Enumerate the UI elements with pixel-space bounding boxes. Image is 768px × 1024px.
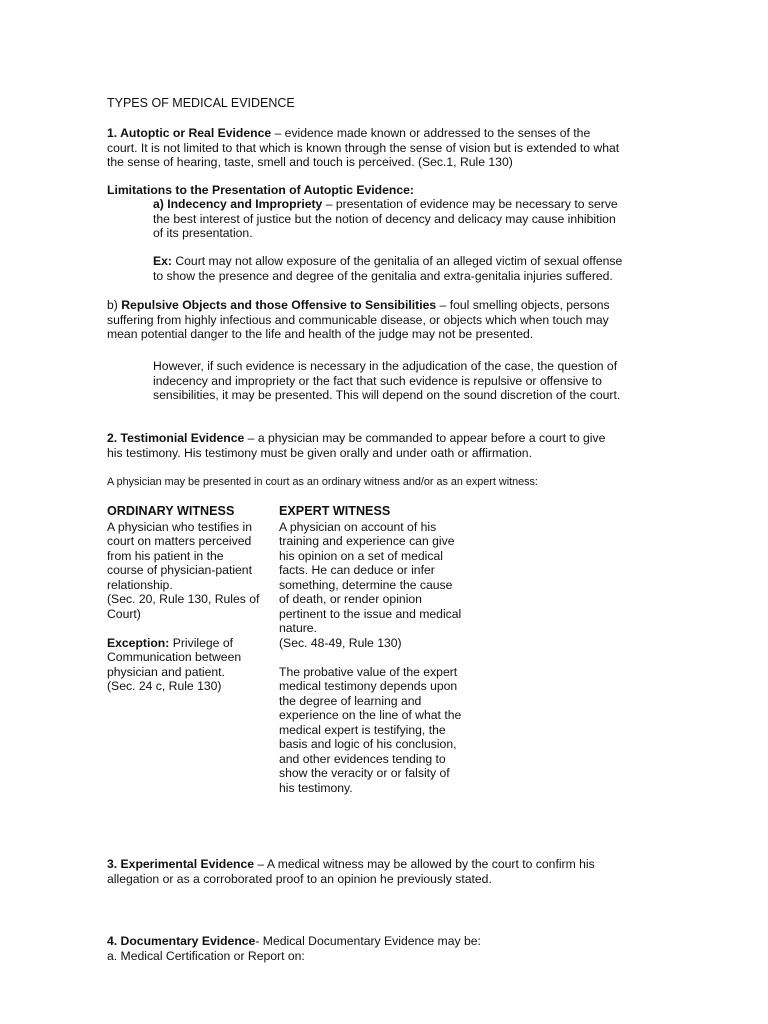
body-text: show the veracity or or falsity of (279, 766, 450, 780)
section-heading: 1. Autoptic or Real Evidence (107, 126, 272, 140)
section-experimental-evidence (107, 857, 637, 886)
body-text: Privilege of (169, 635, 233, 650)
body-text: (Sec. 20, Rule 130, Rules of (107, 592, 260, 606)
body-text: the sense of hearing, taste, smell and touch is perceived. (Sec.1, Rule 130) (107, 155, 513, 169)
body-text: facts. He can deduce or infer (279, 563, 435, 577)
body-text: his testimony. (279, 780, 353, 795)
body-text: – a physician may be commanded to appear before a court to give (244, 431, 606, 445)
section-testimonial-evidence (107, 431, 637, 460)
body-text: allegation or as a corroborated proof to an opinion he previously stated. (107, 871, 492, 886)
page-title: TYPES OF MEDICAL EVIDENCE (107, 96, 295, 110)
body-text: course of physician-patient (107, 563, 252, 577)
limitations-heading: Limitations to the Presentation of Autoptic Evidence: (107, 183, 414, 197)
section-heading: 3. Experimental Evidence (107, 857, 254, 871)
limitation-indecency (153, 197, 643, 241)
body-text: of its presentation. (153, 226, 253, 240)
section-heading: 2. Testimonial Evidence (107, 431, 245, 445)
body-text: relationship. (107, 577, 173, 592)
body-text: Court may not allow exposure of the genitalia of an alleged victim of sexual offense (171, 254, 623, 268)
body-text: The probative value of the expert (279, 664, 458, 679)
body-text: the best interest of justice but the notion of decency and delicacy may cause inhibition (153, 211, 616, 226)
section-heading: 4. Documentary Evidence (107, 934, 256, 948)
body-text: – presentation of evidence may be necessary to serve (322, 197, 618, 211)
body-text: nature. (279, 621, 317, 635)
body-text: However, if such evidence is necessary in the adjudication of the case, the question of (153, 359, 618, 373)
body-text: suffering from highly infectious and communicable disease, or objects which when touch may (107, 312, 609, 327)
list-marker: b) (107, 298, 122, 312)
body-text: from his patient in the (107, 548, 224, 563)
body-text: medical expert is testifying, the (279, 722, 446, 737)
body-text: – A medical witness may be allowed by the court to confirm his (254, 857, 595, 871)
body-text: and other evidences tending to (279, 751, 446, 766)
limitation-however-paragraph (153, 359, 643, 403)
body-text: training and experience can give (279, 534, 455, 548)
body-text: experience on the line of what the (279, 708, 462, 722)
body-text: something, determine the cause (279, 577, 453, 592)
body-text: physician and patient. (107, 664, 225, 679)
ordinary-witness-column (107, 504, 272, 694)
body-text: medical testimony depends upon (279, 679, 458, 693)
body-text: to show the presence and degree of the genitalia and extra-genitalia injuries suffered. (153, 268, 613, 283)
body-text: sensibilities, it may be presented. This will depend on the sound discretion of the court. (153, 388, 621, 402)
body-text: Court) (107, 606, 141, 621)
body-text: mean potential danger to the life and health of the judge may not be presented. (107, 327, 534, 341)
column-heading: ORDINARY WITNESS (107, 504, 235, 518)
body-text: – foul smelling objects, persons (436, 298, 610, 312)
body-text: of death, or render opinion (279, 592, 422, 606)
body-text: indecency and impropriety or the fact that such evidence is repulsive or offensive to (153, 373, 602, 388)
body-text: pertinent to the issue and medical (279, 606, 462, 621)
column-heading: EXPERT WITNESS (279, 504, 391, 518)
limitation-example (153, 254, 643, 283)
body-text: - Medical Documentary Evidence may be: (255, 934, 481, 948)
body-text: – evidence made known or addressed to the senses of the (271, 126, 591, 140)
body-text: his testimony. His testimony must be given orally and under oath or affirmation. (107, 445, 532, 460)
body-text: basis and logic of his conclusion, (279, 737, 457, 751)
section-autoptic-evidence (107, 126, 647, 170)
subheading: a) Indecency and Impropriety (153, 197, 323, 211)
section-documentary-evidence (107, 934, 637, 963)
body-text: Communication between (107, 650, 242, 664)
body-text: (Sec. 48-49, Rule 130) (279, 635, 402, 650)
body-text: A physician who testifies in (107, 519, 252, 534)
exception-label: Exception: (107, 635, 170, 650)
example-label: Ex: (153, 254, 172, 268)
body-text: the degree of learning and (279, 693, 422, 708)
limitation-repulsive (107, 298, 637, 342)
physician-note: A physician may be presented in court as an ordinary witness and/or as an expert witness: (107, 476, 538, 488)
expert-witness-column (279, 504, 479, 795)
body-text: his opinion on a set of medical (279, 548, 443, 563)
body-text: court. It is not limited to that which is known through the sense of vision but is extended to what (107, 140, 620, 155)
body-text: a. Medical Certification or Report on: (107, 948, 305, 963)
body-text: (Sec. 24 c, Rule 130) (107, 679, 222, 693)
subheading: Repulsive Objects and those Offensive to Sensibilities (121, 298, 437, 312)
body-text: court on matters perceived (107, 534, 252, 548)
body-text: A physician on account of his (279, 519, 437, 534)
